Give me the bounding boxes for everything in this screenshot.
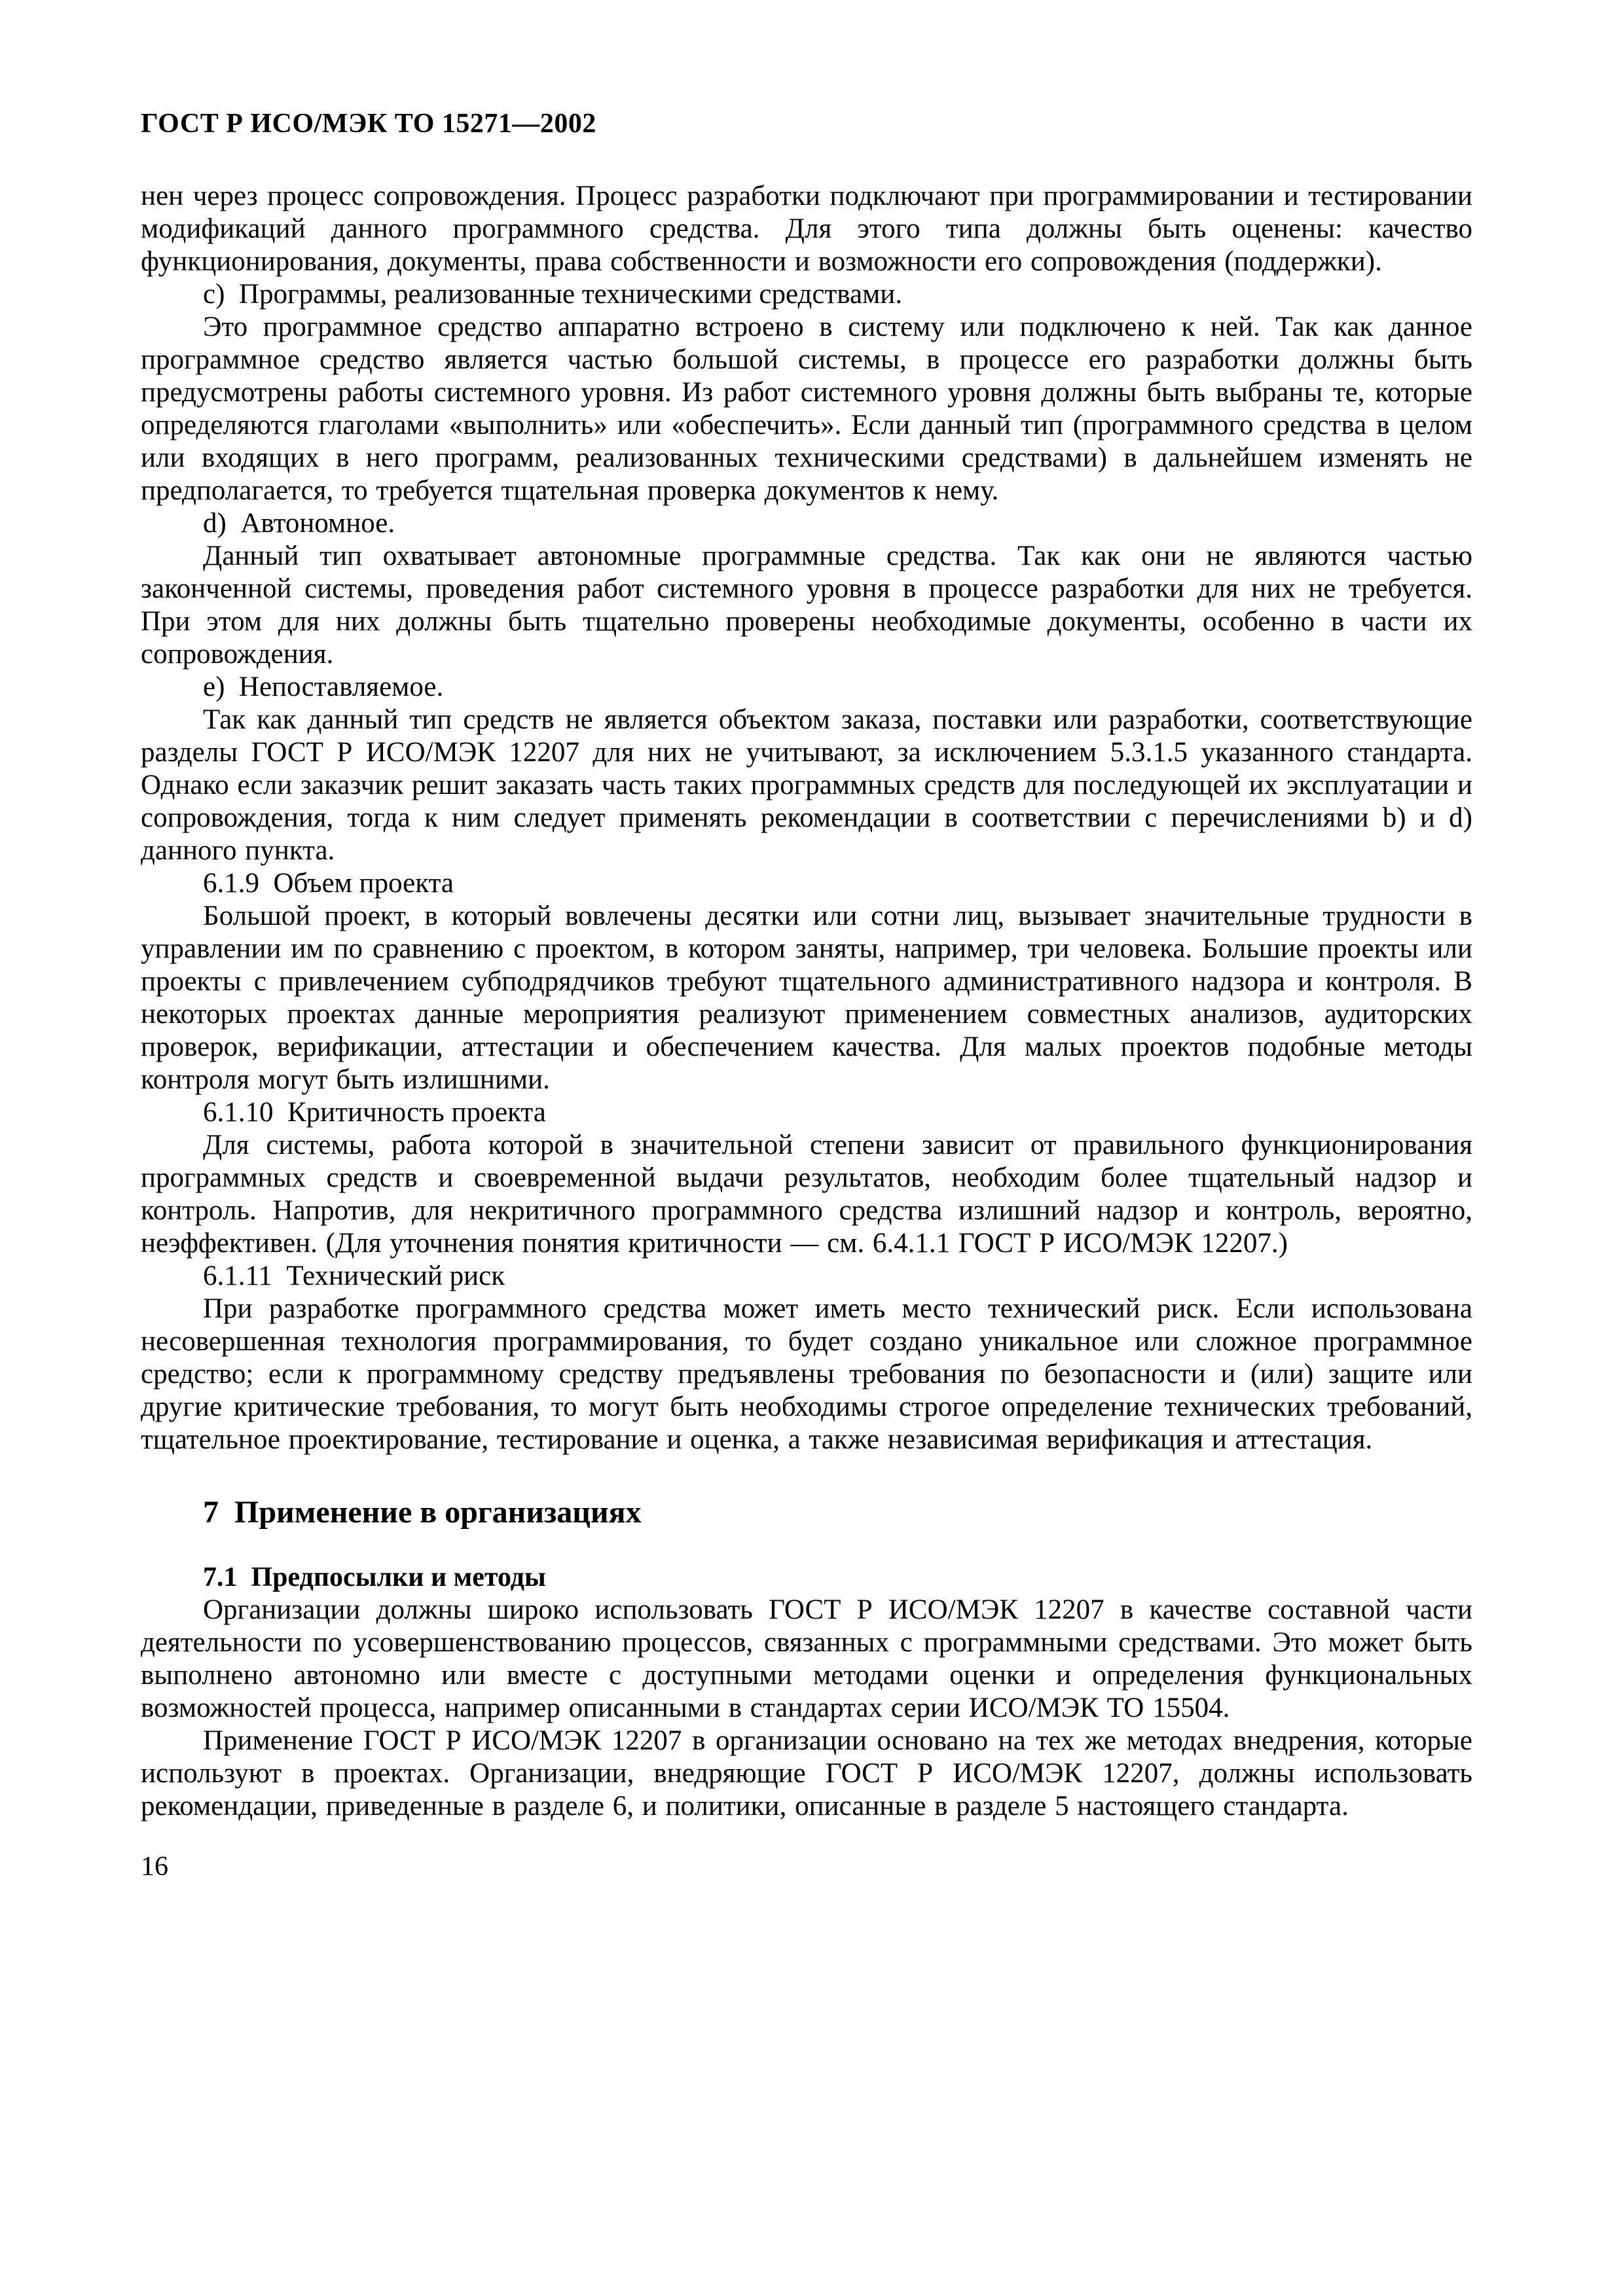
- paragraph: Применение ГОСТ Р ИСО/МЭК 12207 в организации основано на тех же методах внедрения, которые используют в проектах. Организации, внедряющие ГОСТ Р ИСО/МЭК 12207, должны использовать рекомендации, приведенные в разделе 6, и политики, описанные в разделе 5 настоящего стандарта.: [141, 1725, 1472, 1821]
- running-header: ГОСТ Р ИСО/МЭК ТО 15271—2002: [141, 109, 596, 139]
- section-heading: 7 Применение в организациях: [203, 1495, 642, 1530]
- list-item: e) Непоставляемое.: [203, 672, 444, 702]
- clause-heading: 6.1.9 Объем проекта: [203, 868, 454, 899]
- paragraph: Большой проект, в который вовлечены десятки или сотни лиц, вызывает значительные трудности в управлении им по сравнению с проектом, в котором заняты, например, три человека. Большие проекты или проекты с привлечением субподрядчиков требуют тщательного административного надзора и контроля. В некоторых проектах данные мероприятия реализуют применением совместных анализов, аудиторских проверок, верификации, аттестации и обеспечением качества. Для малых проектов подобные методы контроля могут быть излишними.: [141, 901, 1472, 1095]
- paragraph: Так как данный тип средств не является объектом заказа, поставки или разработки, соответствующие разделы ГОСТ Р ИСО/МЭК 12207 для них не учитывают, за исключением 5.3.1.5 указанного стандарта. Однако если заказчик решит заказать часть таких программных средств для последующей их эксплуатации и сопровождения, тогда к ним следует применять рекомендации в соответствии с перечислениями b) и d) данного пункта.: [141, 704, 1472, 866]
- paragraph: При разработке программного средства может иметь место технический риск. Если использована несовершенная технология программирования, то будет создано уникальное или сложное программное средство; если к программному средству предъявлены требования по безопасности и (или) защите или другие критические требования, то могут быть необходимы строгое определение технических требований, тщательное проектирование, тестирование и оценка, а также независимая верификация и аттестация.: [141, 1293, 1472, 1455]
- list-item: d) Автономное.: [203, 508, 395, 539]
- paragraph: Организации должны широко использовать ГОСТ Р ИСО/МЭК 12207 в качестве составной части деятельности по усовершенствованию процессов, связанных с программными средствами. Это может быть выполнено автономно или вместе с доступными методами оценки и определения функциональных возможностей процесса, например описанными в стандартах серии ИСО/МЭК ТО 15504.: [141, 1594, 1472, 1723]
- page-number: 16: [141, 1852, 168, 1882]
- paragraph: нен через процесс сопровождения. Процесс разработки подключают при программировании и тестировании модификаций данного программного средства. Для этого типа должны быть оценены: качество функционирования, документы, права собственности и возможности его сопровождения (поддержки).: [141, 181, 1472, 277]
- clause-heading: 6.1.10 Критичность проекта: [203, 1097, 546, 1128]
- paragraph: Данный тип охватывает автономные программные средства. Так как они не являются частью законченной системы, проведения работ системного уровня в процессе разработки для них не требуется. При этом для них должны быть тщательно проверены необходимые документы, особенно в части их сопровождения.: [141, 541, 1472, 670]
- list-item: c) Программы, реализованные техническими средствами.: [203, 279, 903, 310]
- clause-heading: 6.1.11 Технический риск: [203, 1261, 505, 1291]
- paragraph: Это программное средство аппаратно встроено в систему или подключено к ней. Так как данное программное средство является частью большой системы, в процессе его разработки должны быть предусмотрены работы системного уровня. Из работ системного уровня должны быть выбраны те, которые определяются глаголами «выполнить» или «обеспечить». Если данный тип (программного средства в целом или входящих в него программ, реализованных техническими средствами) в дальнейшем изменять не предполагается, то требуется тщательная проверка документов к нему.: [141, 312, 1472, 506]
- paragraph: Для системы, работа которой в значительной степени зависит от правильного функционирования программных средств и своевременной выдачи результатов, необходим более тщательный надзор и контроль. Напротив, для некритичного программного средства излишний надзор и контроль, вероятно, неэффективен. (Для уточнения понятия критичности — см. 6.4.1.1 ГОСТ Р ИСО/МЭК 12207.): [141, 1130, 1472, 1259]
- subsection-heading: 7.1 Предпосылки и методы: [203, 1562, 546, 1592]
